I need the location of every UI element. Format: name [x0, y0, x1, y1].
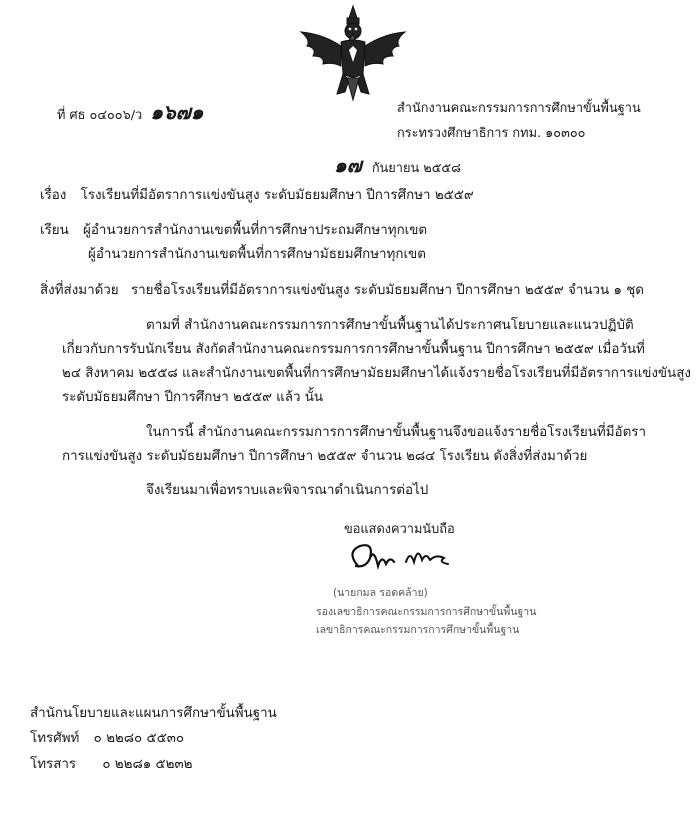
- body-paragraph-2-line-1: ในการนี้ สำนักงานคณะกรรมการการศึกษาขั้นพื้นฐานจึงขอแจ้งรายชื่อโรงเรียนที่มีอัตรา: [146, 425, 646, 440]
- addressee-label: เรียน: [40, 223, 69, 238]
- date-month-year: กันยายน ๒๕๕๘: [371, 161, 461, 176]
- signer-title-2: เลขาธิการคณะกรรมการการศึกษาขั้นพื้นฐาน: [316, 624, 520, 636]
- body-paragraph-1-line-1: ตามที่ สำนักงานคณะกรรมการการศึกษาขั้นพื้นฐานได้ประกาศนโยบายและแนวปฏิบัติ: [146, 318, 634, 333]
- body-paragraph-1-line-3: ๒๔ สิงหาคม ๒๕๕๘ และสำนักงานเขตพื้นที่การศึกษามัธยมศึกษาได้แจ้งรายชื่อโรงเรียนที่มีอัตราการแข่งขันสูง: [62, 366, 691, 381]
- footer-fax: [30, 753, 193, 774]
- ref-prefix: ที่ ศธ ๐๔๐๐๖/ว: [57, 108, 143, 123]
- signer-title-1: รองเลขาธิการคณะกรรมการการศึกษาขั้นพื้นฐาน: [316, 606, 537, 618]
- closing-regards: ขอแสดงความนับถือ: [344, 522, 455, 537]
- office-address: กระทรวงศึกษาธิการ กทม. ๑๐๓๐๐: [397, 126, 586, 141]
- handwritten-signature: [344, 536, 464, 576]
- phone-number: ๐ ๒๒๘๐ ๕๕๓๐: [93, 731, 185, 746]
- enclosure-text: รายชื่อโรงเรียนที่มีอัตราการแข่งขันสูง ระดับมัธยมศึกษา ปีการศึกษา ๒๕๕๙ จำนวน ๑ ชุด: [130, 283, 644, 298]
- body-paragraph-1-line-2: เกี่ยวกับการรับนักเรียน สังกัดสำนักงานคณะกรรมการการศึกษาขั้นพื้นฐาน ปีการศึกษา ๒๕๕๙ เมื่อวันที่: [62, 342, 645, 357]
- subject-text: โรงเรียนที่มีอัตราการแข่งขันสูง ระดับมัธยมศึกษา ปีการศึกษา ๒๕๕๙: [80, 188, 474, 203]
- body-paragraph-3: จึงเรียนมาเพื่อทราบและพิจารณาดำเนินการต่อไป: [146, 483, 429, 498]
- addressee-line-1: ผู้อำนวยการสำนักงานเขตพื้นที่การศึกษาประถมศึกษาทุกเขต: [83, 223, 428, 238]
- reference-number: [57, 96, 203, 128]
- garuda-emblem: [293, 4, 413, 102]
- signer-name: (นายกมล รอดคล้าย): [333, 587, 428, 599]
- enclosure-label: สิ่งที่ส่งมาด้วย: [40, 283, 119, 298]
- fax-number: ๐ ๒๒๘๑ ๕๒๓๒: [102, 757, 193, 772]
- letter-date: [334, 149, 461, 181]
- footer-department: สำนักนโยบายและแผนการศึกษาขั้นพื้นฐาน: [30, 706, 277, 721]
- ref-number-handwritten: ๑๖๗๑: [150, 100, 204, 124]
- footer-phone: [30, 727, 184, 748]
- date-day-handwritten: ๑๗: [334, 153, 362, 177]
- body-paragraph-1-line-4: ระดับมัธยมศึกษา ปีการศึกษา ๒๕๕๙ แล้ว นั้น: [62, 390, 324, 405]
- addressee-line-2: ผู้อำนวยการสำนักงานเขตพื้นที่การศึกษามัธยมศึกษาทุกเขต: [88, 247, 426, 262]
- addressee-block: [40, 219, 427, 240]
- subject-label: เรื่อง: [40, 188, 67, 203]
- office-name: สำนักงานคณะกรรมการการศึกษาขั้นพื้นฐาน: [397, 101, 641, 116]
- body-paragraph-2-line-2: การแข่งขันสูง ระดับมัธยมศึกษา ปีการศึกษา ๒๕๕๙ จำนวน ๒๘๔ โรงเรียน ดังสิ่งที่ส่งมาด้วย: [62, 449, 588, 464]
- fax-label: โทรสาร: [30, 757, 77, 772]
- phone-label: โทรศัพท์: [30, 731, 80, 746]
- subject-line: [40, 184, 474, 205]
- enclosure-line: [40, 279, 644, 300]
